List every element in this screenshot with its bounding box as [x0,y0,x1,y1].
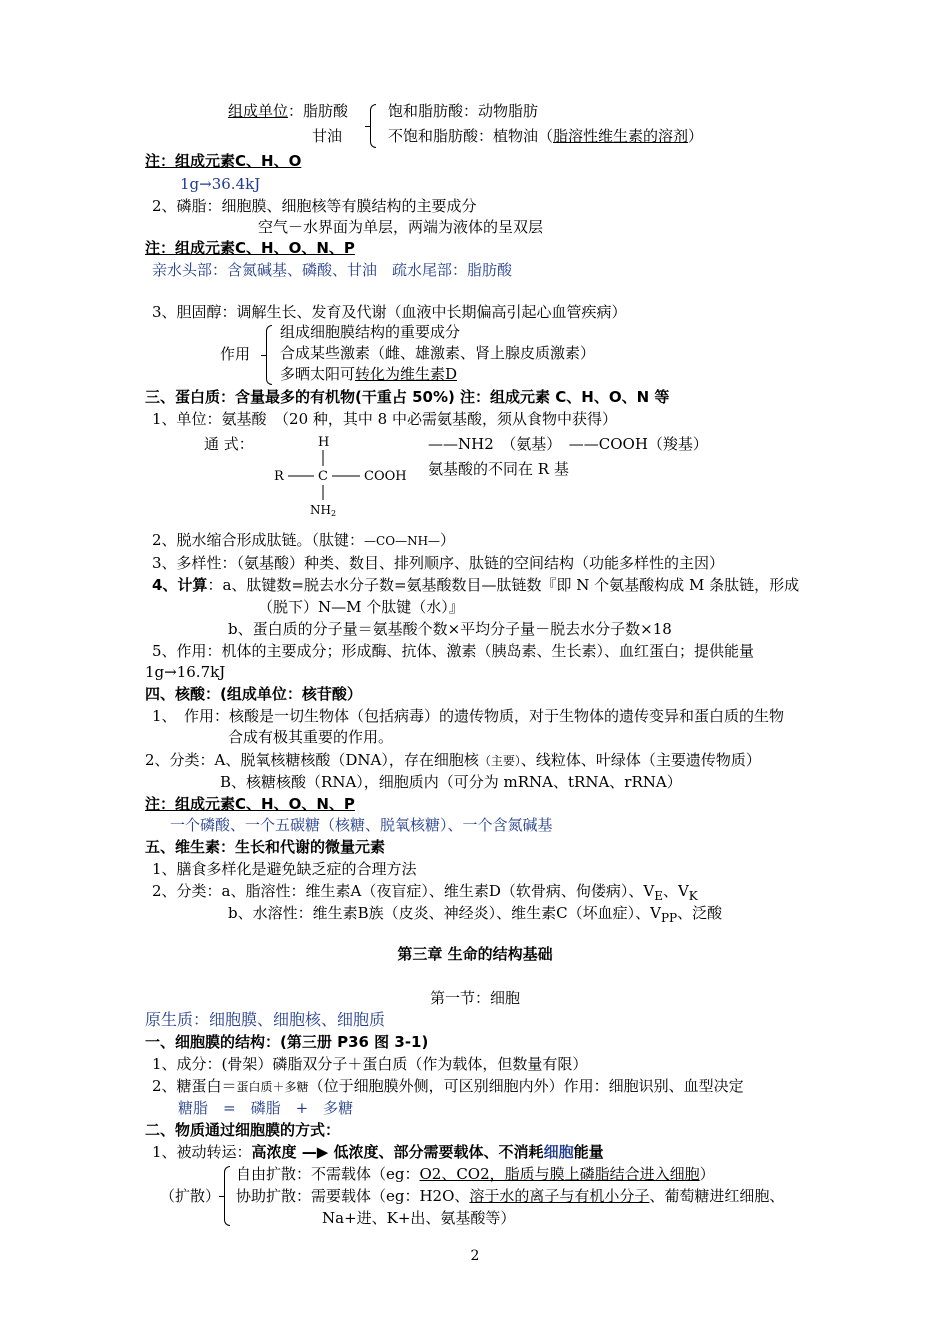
text: E [654,889,663,903]
free-diffusion [236,1164,715,1184]
text: （主要） [478,754,521,768]
func-2: 合成某些激素（雌、雄激素、肾上腺皮质激素） [280,344,596,362]
membrane-heading: 一、细胞膜的结构：(第三册 P36 图 3-1) [145,1033,429,1051]
section-title: 第一节：细胞 [429,989,520,1007]
hydrophilic-line: 亲水头部：含氮碱基、磷酸、甘油 疏水尾部：脂肪酸 [152,261,513,279]
text: 2、脱水缩合形成肽链。（肽键： [152,531,365,549]
text: 协助扩散：需要载体（eg：H2O、 [236,1187,470,1205]
text: 、线粒体、叶绿体（主要遗传物质） [520,751,761,769]
nucleic-function-2: 合成有极其重要的作用。 [228,728,394,746]
text: 转化为维生素D [355,365,458,383]
nucleic-function: 1、 作用：核酸是一切生物体（包括病毒）的遗传物质，对于生物体的遗传变异和蛋白质的生物 [152,707,785,725]
facilitated-diffusion [236,1186,784,1206]
text: 1、被动转运： [152,1143,252,1161]
func-3 [280,364,457,384]
vitamin-diet: 1、膳食多样化是避免缺乏症的合理方法 [152,860,417,878]
text: ） [688,127,704,145]
text: ：a、肽键数=脱去水分子数=氨基酸数目—肽链数『即 N 个氨基酸构成 M 条肽链，形成 [207,576,800,594]
text: 2、糖蛋白＝ [152,1077,237,1095]
diffusion-label: （扩散） [160,1187,221,1205]
text: 2、分类：A、脱氧核糖核酸（DNA），存在细胞核 [145,751,479,769]
formula-2: 2 [330,509,337,518]
text: 、V [662,882,689,900]
calc-a2: （脱下）N—M 个肽键（水）』 [258,598,464,616]
text: 4、计算 [152,576,208,594]
peptide-line [152,530,455,551]
amino-acid-formula [270,430,430,520]
text: b、水溶性：维生素B族（皮炎、神经炎）、维生素C（坏血症）、V [228,904,661,922]
brace [370,104,376,148]
protein-heading: 三、蛋白质：含量最多的有机物(干重占 50%) 注：组成元素 C、H、O、N 等 [145,388,670,406]
r-group-diff: 氨基酸的不同在 R 基 [428,460,569,478]
text: 高浓度 [251,1143,297,1161]
text: PP [660,911,678,925]
text: 2、分类：a、脂溶性：维生素A（夜盲症）、维生素D（软骨病、佝偻病）、V [152,882,655,900]
text: 溶于水的离子与有机小分子 [469,1187,650,1205]
brace [266,325,272,385]
formula-NH2 [310,503,336,518]
phospholipid: 2、磷脂：细胞膜、细胞核等有膜结构的主要成分 [152,197,477,215]
note-elements: 注：组成元素C、H、O [145,152,302,170]
text: 脂溶性维生素的溶剂 [553,127,689,145]
formula-COOH: COOH [364,469,407,484]
glycolipid: 糖脂 = 磷脂 + 多糖 [178,1099,354,1117]
text: 、葡萄糖进红细胞、 [649,1187,785,1205]
unit-fatty-acid: ：脂肪酸 [288,102,349,120]
text: 自由扩散：不需载体（eg： [236,1165,420,1183]
formula-label: 通 式： [204,435,254,453]
unit-line [228,101,348,121]
protoplasm: 原生质：细胞膜、细胞核、细胞质 [145,1010,386,1029]
text: 蛋白质＋多糖 [236,1080,309,1094]
text: —CO—NH— [364,534,441,548]
energy-protein: 1g→16.7kJ [145,663,226,681]
energy-fat: 1g→36.4kJ [180,175,261,193]
text: 低浓度、部分需要载体、不消耗 [333,1143,544,1161]
nucleic-class-a [145,750,761,771]
nucleic-class-b: B、核糖核酸（RNA），细胞质内（可分为 mRNA、tRNA、rRNA） [220,773,682,791]
nucleic-note: 注：组成元素C、H、O、N、P [145,795,355,813]
functional-groups: ——NH2 （氨基） ——COOH（羧基） [428,435,708,453]
text: ） [699,1165,715,1183]
cholesterol: 3、胆固醇：调解生长、发育及代谢（血液中长期偏高引起心血管疾病） [152,303,627,321]
text: （位于细胞膜外侧，可区别细胞内外）作用：细胞识别、血型决定 [308,1077,744,1095]
calc-a [152,575,799,595]
saturated-fat: 饱和脂肪酸：动物脂肪 [388,102,539,120]
unit-glycerol: 甘油 [312,127,343,145]
text: O2、CO2，脂质与膜上磷脂结合进入细胞 [419,1165,700,1183]
formula-R: R [274,469,284,484]
unsaturated-fat [388,126,703,146]
passive-transport [152,1142,604,1162]
transport-heading: 二、物质通过细胞膜的方式： [145,1121,341,1139]
nucleic-heading: 四、核酸：(组成单位：核苷酸） [145,685,362,703]
formula-H: H [318,435,330,450]
text: 多晒太阳可 [280,365,356,383]
nucleotide-comp: 一个磷酸、一个五碳糖（核糖、脱氧核糖）、一个含氮碱基 [170,816,553,834]
text: 能量 [573,1143,604,1161]
glycoprotein [152,1076,744,1097]
function-label: 作用 [220,345,251,363]
vitamin-water-soluble [228,903,722,928]
diversity: 3、多样性：（氨基酸）种类、数目、排列顺序、肽链的空间结构（功能多样性的主因） [152,554,725,572]
note-elements-2: 注：组成元素C、H、O、N、P [145,239,355,257]
formula-NH: NH [310,503,331,517]
text: ） [440,531,456,549]
arrow-icon: —▶ [296,1143,334,1161]
membrane-comp: 1、成分：(骨架）磷脂双分子＋蛋白质（作为载体，但数量有限） [152,1055,588,1073]
func-1: 组成细胞膜结构的重要成分 [280,323,461,341]
vitamin-heading: 五、维生素：生长和代谢的微量元素 [145,838,386,856]
chapter-title: 第三章 生命的结构基础 [397,945,553,963]
unit-label: 组成单位 [228,102,289,120]
text: 、泛酸 [677,904,723,922]
phospholipid-layer: 空气－水界面为单层，两端为液体的呈双层 [258,218,544,236]
formula-C: C [318,469,328,484]
text: 细胞 [543,1143,574,1161]
text: 不饱和脂肪酸：植物油（ [388,127,554,145]
calc-b: b、蛋白质的分子量＝氨基酸个数×平均分子量－脱去水分子数×18 [228,620,672,638]
facilitated-examples: Na+进、K+出、氨基酸等） [322,1209,516,1227]
brace [224,1166,230,1226]
protein-function: 5、作用：机体的主要成分；形成酶、抗体、激素（胰岛素、生长素）、血红蛋白；提供能量 [152,642,755,660]
page-number: 2 [470,1248,480,1264]
protein-unit: 1、单位：氨基酸 （20 种，其中 8 中必需氨基酸，须从食物中获得） [152,410,617,428]
text: K [688,889,698,903]
